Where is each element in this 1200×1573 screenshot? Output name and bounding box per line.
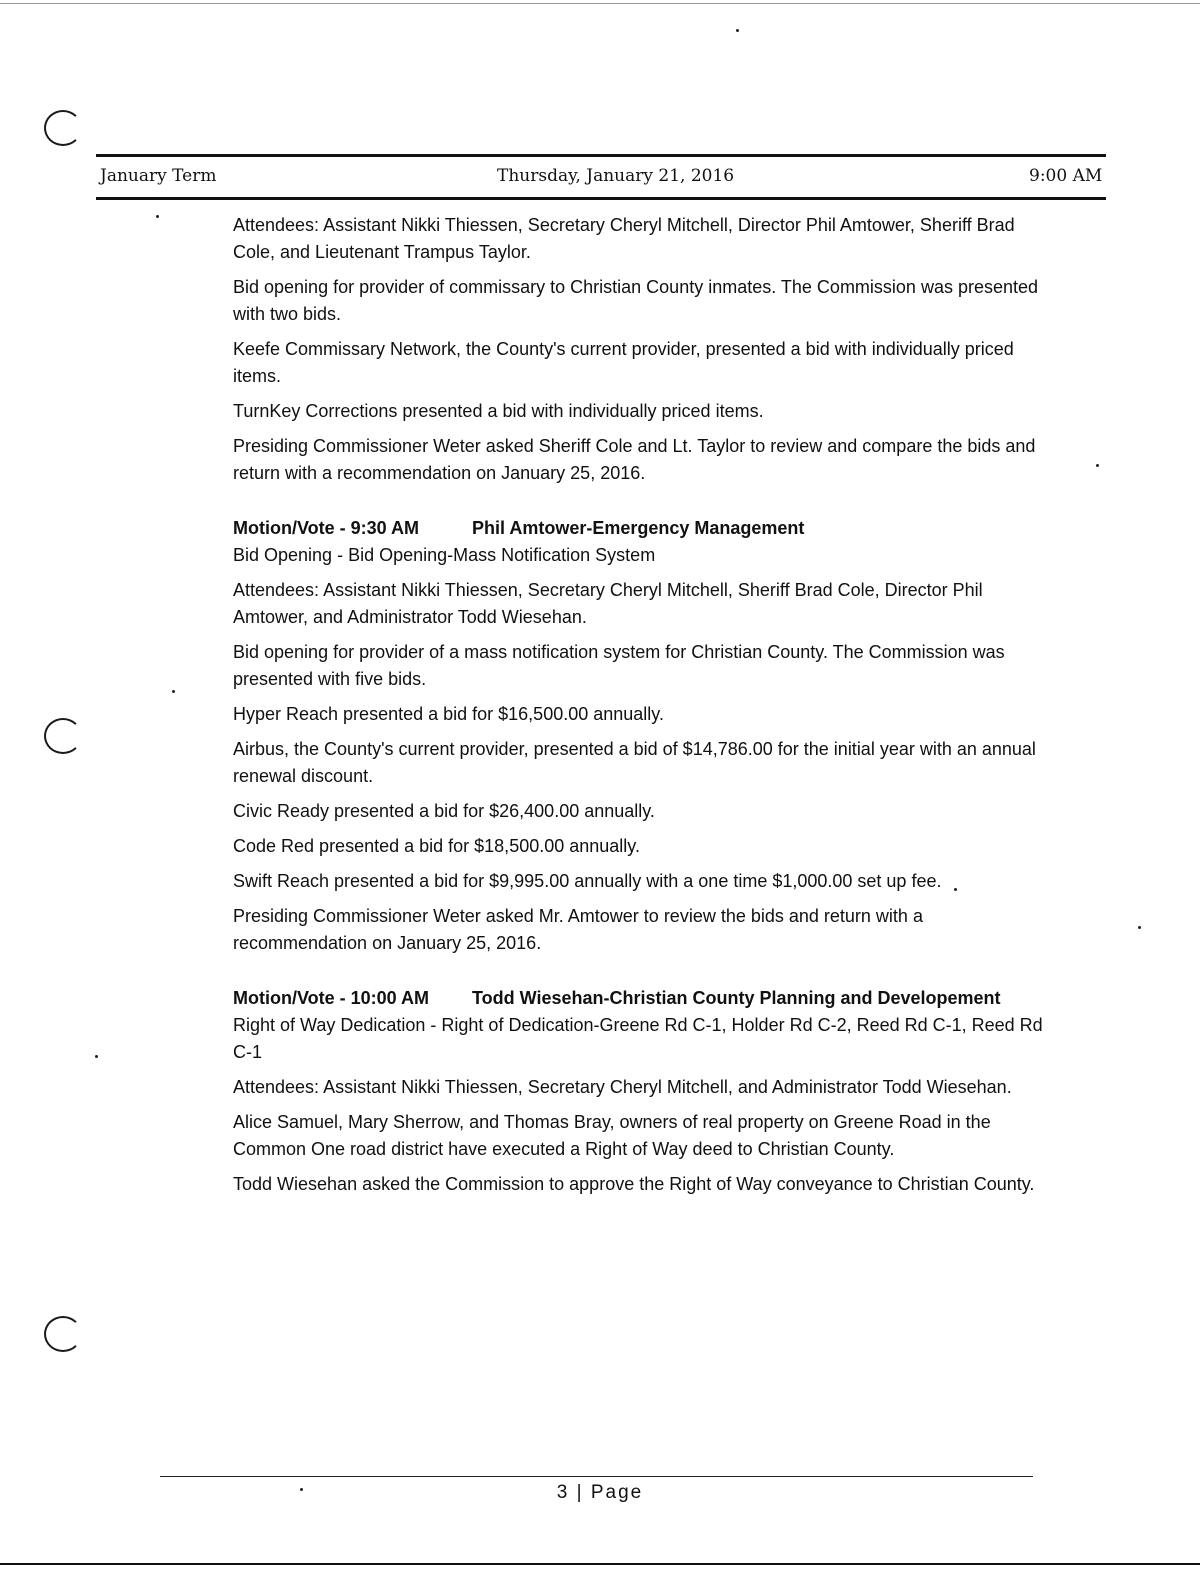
paragraph: Attendees: Assistant Nikki Thiessen, Secretary Cheryl Mitchell, Sheriff Brad Cole, Director Phil Amtower, and Administrator Todd Wiesehan.	[233, 580, 983, 627]
paragraph: Presiding Commissioner Weter asked Sheriff Cole and Lt. Taylor to review and compare the bids and return with a recommendation on January 25, 2016.	[233, 436, 1036, 483]
paragraph: Bid opening for provider of commissary to Christian County inmates. The Commission was presented with two bids.	[233, 277, 1039, 324]
punch-hole-middle	[44, 718, 82, 754]
motion-time: Motion/Vote - 9:30 AM	[233, 518, 419, 538]
minutes-body	[233, 212, 1043, 1206]
motion-subject: Right of Way Dedication - Right of Dedication-Greene Rd C-1, Holder Rd C-2, Reed Rd C-1, Reed Rd C-1	[233, 1015, 1043, 1062]
scan-edge-bottom	[0, 1563, 1200, 1565]
paragraph: Attendees: Assistant Nikki Thiessen, Secretary Cheryl Mitchell, Director Phil Amtower, Sheriff Brad Cole, and Lieutenant Trampus Taylor.	[233, 215, 1015, 262]
paragraph: Presiding Commissioner Weter asked Mr. Amtower to review the bids and return with a recommendation on January 25, 2016.	[233, 906, 923, 953]
paragraph: Civic Ready presented a bid for $26,400.00 annually.	[233, 801, 655, 821]
motion-heading	[233, 985, 1043, 1012]
paragraph: Keefe Commissary Network, the County's current provider, presented a bid with individually priced items.	[233, 339, 1014, 386]
header-term: January Term	[100, 166, 217, 186]
punch-hole-top	[44, 110, 82, 146]
scan-speck	[736, 29, 739, 32]
header-rule-top	[96, 154, 1106, 157]
motion-time: Motion/Vote - 10:00 AM	[233, 988, 430, 1008]
section-mass-notification	[233, 515, 1043, 957]
motion-presenter: Phil Amtower-Emergency Management	[472, 518, 805, 538]
scan-speck	[172, 690, 175, 693]
punch-hole-bottom	[44, 1316, 82, 1352]
paragraph: Swift Reach presented a bid for $9,995.00 annually with a one time $1,000.00 set up fee.	[233, 871, 942, 891]
section-spacer	[233, 965, 1043, 985]
paragraph: Todd Wiesehan asked the Commission to approve the Right of Way conveyance to Christian County.	[233, 1174, 1035, 1194]
section-right-of-way	[233, 985, 1043, 1198]
paragraph: Bid opening for provider of a mass notification system for Christian County. The Commission was presented with five bids.	[233, 642, 1005, 689]
header-date: Thursday, January 21, 2016	[497, 166, 735, 186]
motion-subject: Bid Opening - Bid Opening-Mass Notification System	[233, 545, 656, 565]
motion-heading	[233, 515, 1043, 542]
scan-speck	[1096, 464, 1099, 467]
header-time: 9:00 AM	[1029, 166, 1103, 186]
scan-speck	[1138, 926, 1141, 929]
paragraph: Hyper Reach presented a bid for $16,500.00 annually.	[233, 704, 664, 724]
page-number: 3 | Page	[556, 1482, 644, 1503]
scan-speck	[95, 1055, 98, 1058]
paragraph: Attendees: Assistant Nikki Thiessen, Secretary Cheryl Mitchell, and Administrator Todd Wiesehan.	[233, 1077, 1012, 1097]
scan-edge-top	[0, 3, 1200, 4]
footer-rule	[160, 1476, 1033, 1477]
paragraph: Alice Samuel, Mary Sherrow, and Thomas Bray, owners of real property on Greene Road in the Common One road district have executed a Right of Way deed to Christian County.	[233, 1112, 991, 1159]
paragraph: Code Red presented a bid for $18,500.00 annually.	[233, 836, 640, 856]
paragraph: Airbus, the County's current provider, presented a bid of $14,786.00 for the initial year with an annual renewal discount.	[233, 739, 1036, 786]
section-commissary-bids	[233, 212, 1043, 487]
scan-speck	[156, 215, 159, 218]
motion-presenter: Todd Wiesehan-Christian County Planning and Developement	[472, 988, 1001, 1008]
section-spacer	[233, 495, 1043, 515]
header-rule-bottom	[96, 197, 1106, 200]
paragraph: TurnKey Corrections presented a bid with individually priced items.	[233, 401, 764, 421]
